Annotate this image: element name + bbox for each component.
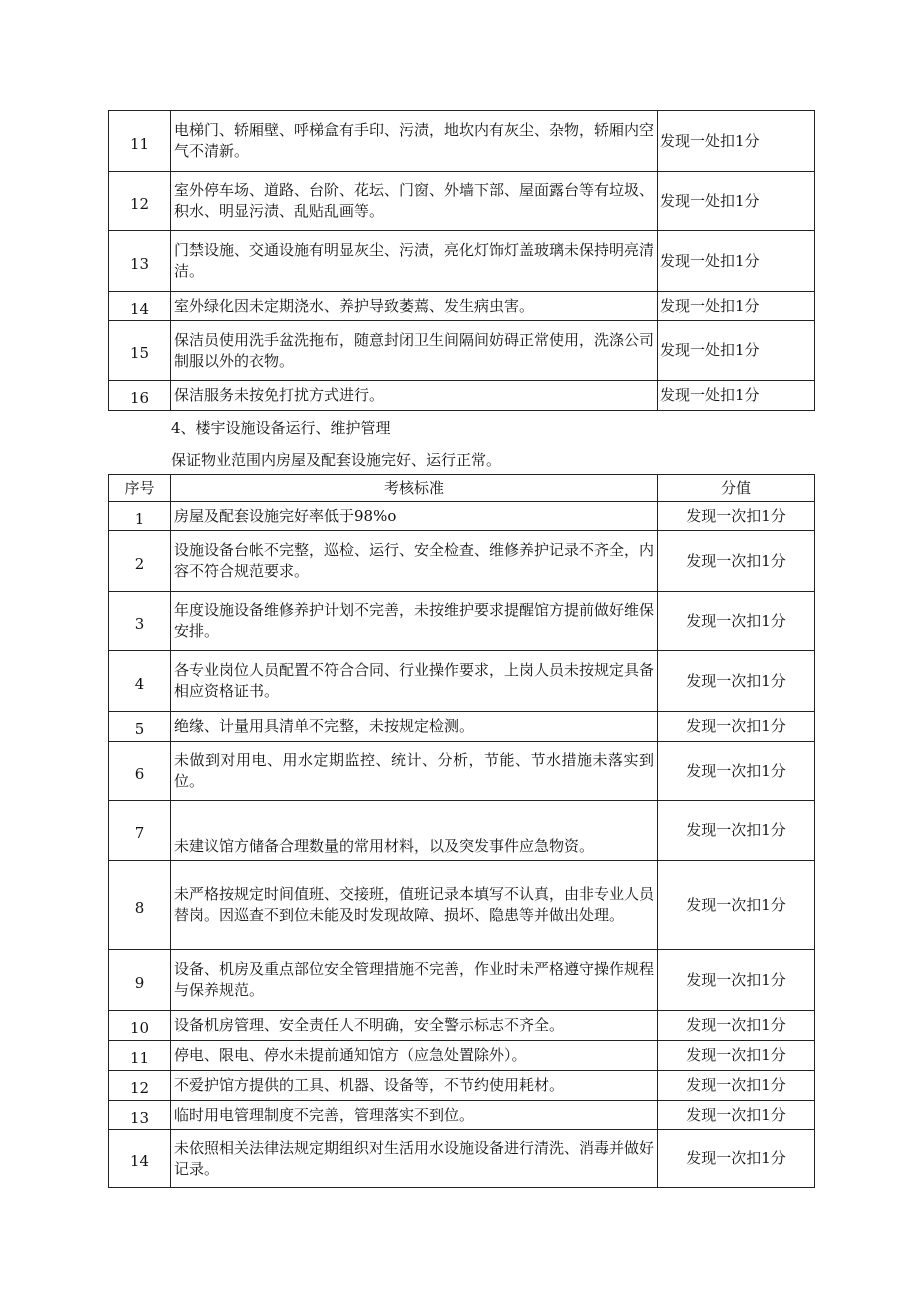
row-score: 发现一次扣1分 [658,651,815,712]
row-number: 9 [109,950,171,1011]
table-row [109,712,815,742]
row-criteria: 年度设施设备维修养护计划不完善，未按维护要求提醒馆方提前做好维保安排。 [171,592,658,651]
cleaning-standards-table [108,110,815,411]
row-number: 13 [109,231,171,292]
facility-maintenance-table [108,474,815,1188]
row-number: 12 [109,172,171,231]
table-row [109,381,815,411]
row-criteria: 房屋及配套设施完好率低于98%o [171,502,658,531]
row-criteria: 绝缘、计量用具清单不完整，未按规定检测。 [171,712,658,742]
row-score: 发现一次扣1分 [658,742,815,801]
row-number: 11 [109,1041,171,1071]
row-number: 4 [109,651,171,712]
row-criteria: 不爱护馆方提供的工具、机器、设备等，不节约使用耗材。 [171,1071,658,1101]
table-row [109,1011,815,1041]
table-row [109,801,815,861]
table-row [109,172,815,231]
section-title: 4、楼宇设施设备运行、维护管理 [171,419,391,437]
row-criteria: 各专业岗位人员配置不符合合同、行业操作要求，上岗人员未按规定具备相应资格证书。 [171,651,658,712]
row-number: 1 [109,502,171,531]
table-row [109,111,815,172]
table-row [109,1041,815,1071]
row-criteria: 设备、机房及重点部位安全管理措施不完善，作业时未严格遵守操作规程与保养规范。 [171,950,658,1011]
row-criteria: 临时用电管理制度不完善，管理落实不到位。 [171,1101,658,1130]
row-score: 发现一处扣1分 [658,321,815,381]
row-number: 10 [109,1011,171,1041]
row-criteria: 未严格按规定时间值班、交接班，值班记录本填写不认真，由非专业人员替岗。因巡查不到位未能及时发现故障、损坏、隐患等并做出处理。 [171,861,658,950]
row-number: 14 [109,1130,171,1188]
row-score: 发现一次扣1分 [658,531,815,592]
table-row [109,592,815,651]
table-row [109,321,815,381]
table-row [109,950,815,1011]
row-number: 7 [109,801,171,861]
table-row [109,651,815,712]
row-score: 发现一次扣1分 [658,950,815,1011]
row-score: 发现一次扣1分 [658,1071,815,1101]
table-row [109,1101,815,1130]
header-criteria: 考核标准 [171,475,658,502]
row-number: 16 [109,381,171,411]
row-score: 发现一次扣1分 [658,502,815,531]
row-criteria: 门禁设施、交通设施有明显灰尘、污渍，亮化灯饰灯盖玻璃未保持明亮清洁。 [171,231,658,292]
row-score: 发现一次扣1分 [658,861,815,950]
row-criteria: 室外绿化因未定期浇水、养护导致萎蔫、发生病虫害。 [171,292,658,321]
row-criteria: 未建议馆方储备合理数量的常用材料，以及突发事件应急物资。 [171,801,658,861]
table-row [109,292,815,321]
row-number: 14 [109,292,171,321]
row-score: 发现一处扣1分 [658,111,815,172]
row-criteria: 保洁员使用洗手盆洗拖布，随意封闭卫生间隔间妨碍正常使用，洗涤公司制服以外的衣物。 [171,321,658,381]
row-score: 发现一处扣1分 [658,292,815,321]
row-criteria: 室外停车场、道路、台阶、花坛、门窗、外墙下部、屋面露台等有垃圾、积水、明显污渍、乱贴乱画等。 [171,172,658,231]
row-number: 15 [109,321,171,381]
row-score: 发现一处扣1分 [658,381,815,411]
row-criteria: 未做到对用电、用水定期监控、统计、分析，节能、节水措施未落实到位。 [171,742,658,801]
row-criteria: 未依照相关法律法规定期组织对生活用水设施设备进行清洗、消毒并做好记录。 [171,1130,658,1188]
row-score: 发现一次扣1分 [658,712,815,742]
table-row [109,1130,815,1188]
row-score: 发现一次扣1分 [658,1130,815,1188]
row-number: 13 [109,1101,171,1130]
row-criteria: 设施设备台帐不完整，巡检、运行、安全检查、维修养护记录不齐全，内容不符合规范要求。 [171,531,658,592]
row-number: 5 [109,712,171,742]
header-number: 序号 [109,475,171,502]
table-row [109,531,815,592]
table-row [109,1071,815,1101]
row-score: 发现一次扣1分 [658,592,815,651]
section-description: 保证物业范围内房屋及配套设施完好、运行正常。 [171,451,502,469]
row-number: 6 [109,742,171,801]
row-score: 发现一处扣1分 [658,172,815,231]
row-number: 11 [109,111,171,172]
row-criteria: 保洁服务未按免打扰方式进行。 [171,381,658,411]
row-score: 发现一次扣1分 [658,1011,815,1041]
table-row [109,231,815,292]
row-criteria: 电梯门、轿厢壁、呼梯盒有手印、污渍，地坎内有灰尘、杂物，轿厢内空气不清新。 [171,111,658,172]
table-row [109,502,815,531]
row-number: 12 [109,1071,171,1101]
row-number: 8 [109,861,171,950]
row-criteria: 设备机房管理、安全责任人不明确，安全警示标志不齐全。 [171,1011,658,1041]
row-score: 发现一次扣1分 [658,1101,815,1130]
row-score: 发现一处扣1分 [658,231,815,292]
row-score: 发现一次扣1分 [658,1041,815,1071]
table-header-row [109,475,815,502]
row-criteria: 停电、限电、停水未提前通知馆方（应急处置除外）。 [171,1041,658,1071]
row-number: 3 [109,592,171,651]
row-score: 发现一次扣1分 [658,801,815,861]
row-number: 2 [109,531,171,592]
header-score: 分值 [658,475,815,502]
table-row [109,861,815,950]
table-row [109,742,815,801]
